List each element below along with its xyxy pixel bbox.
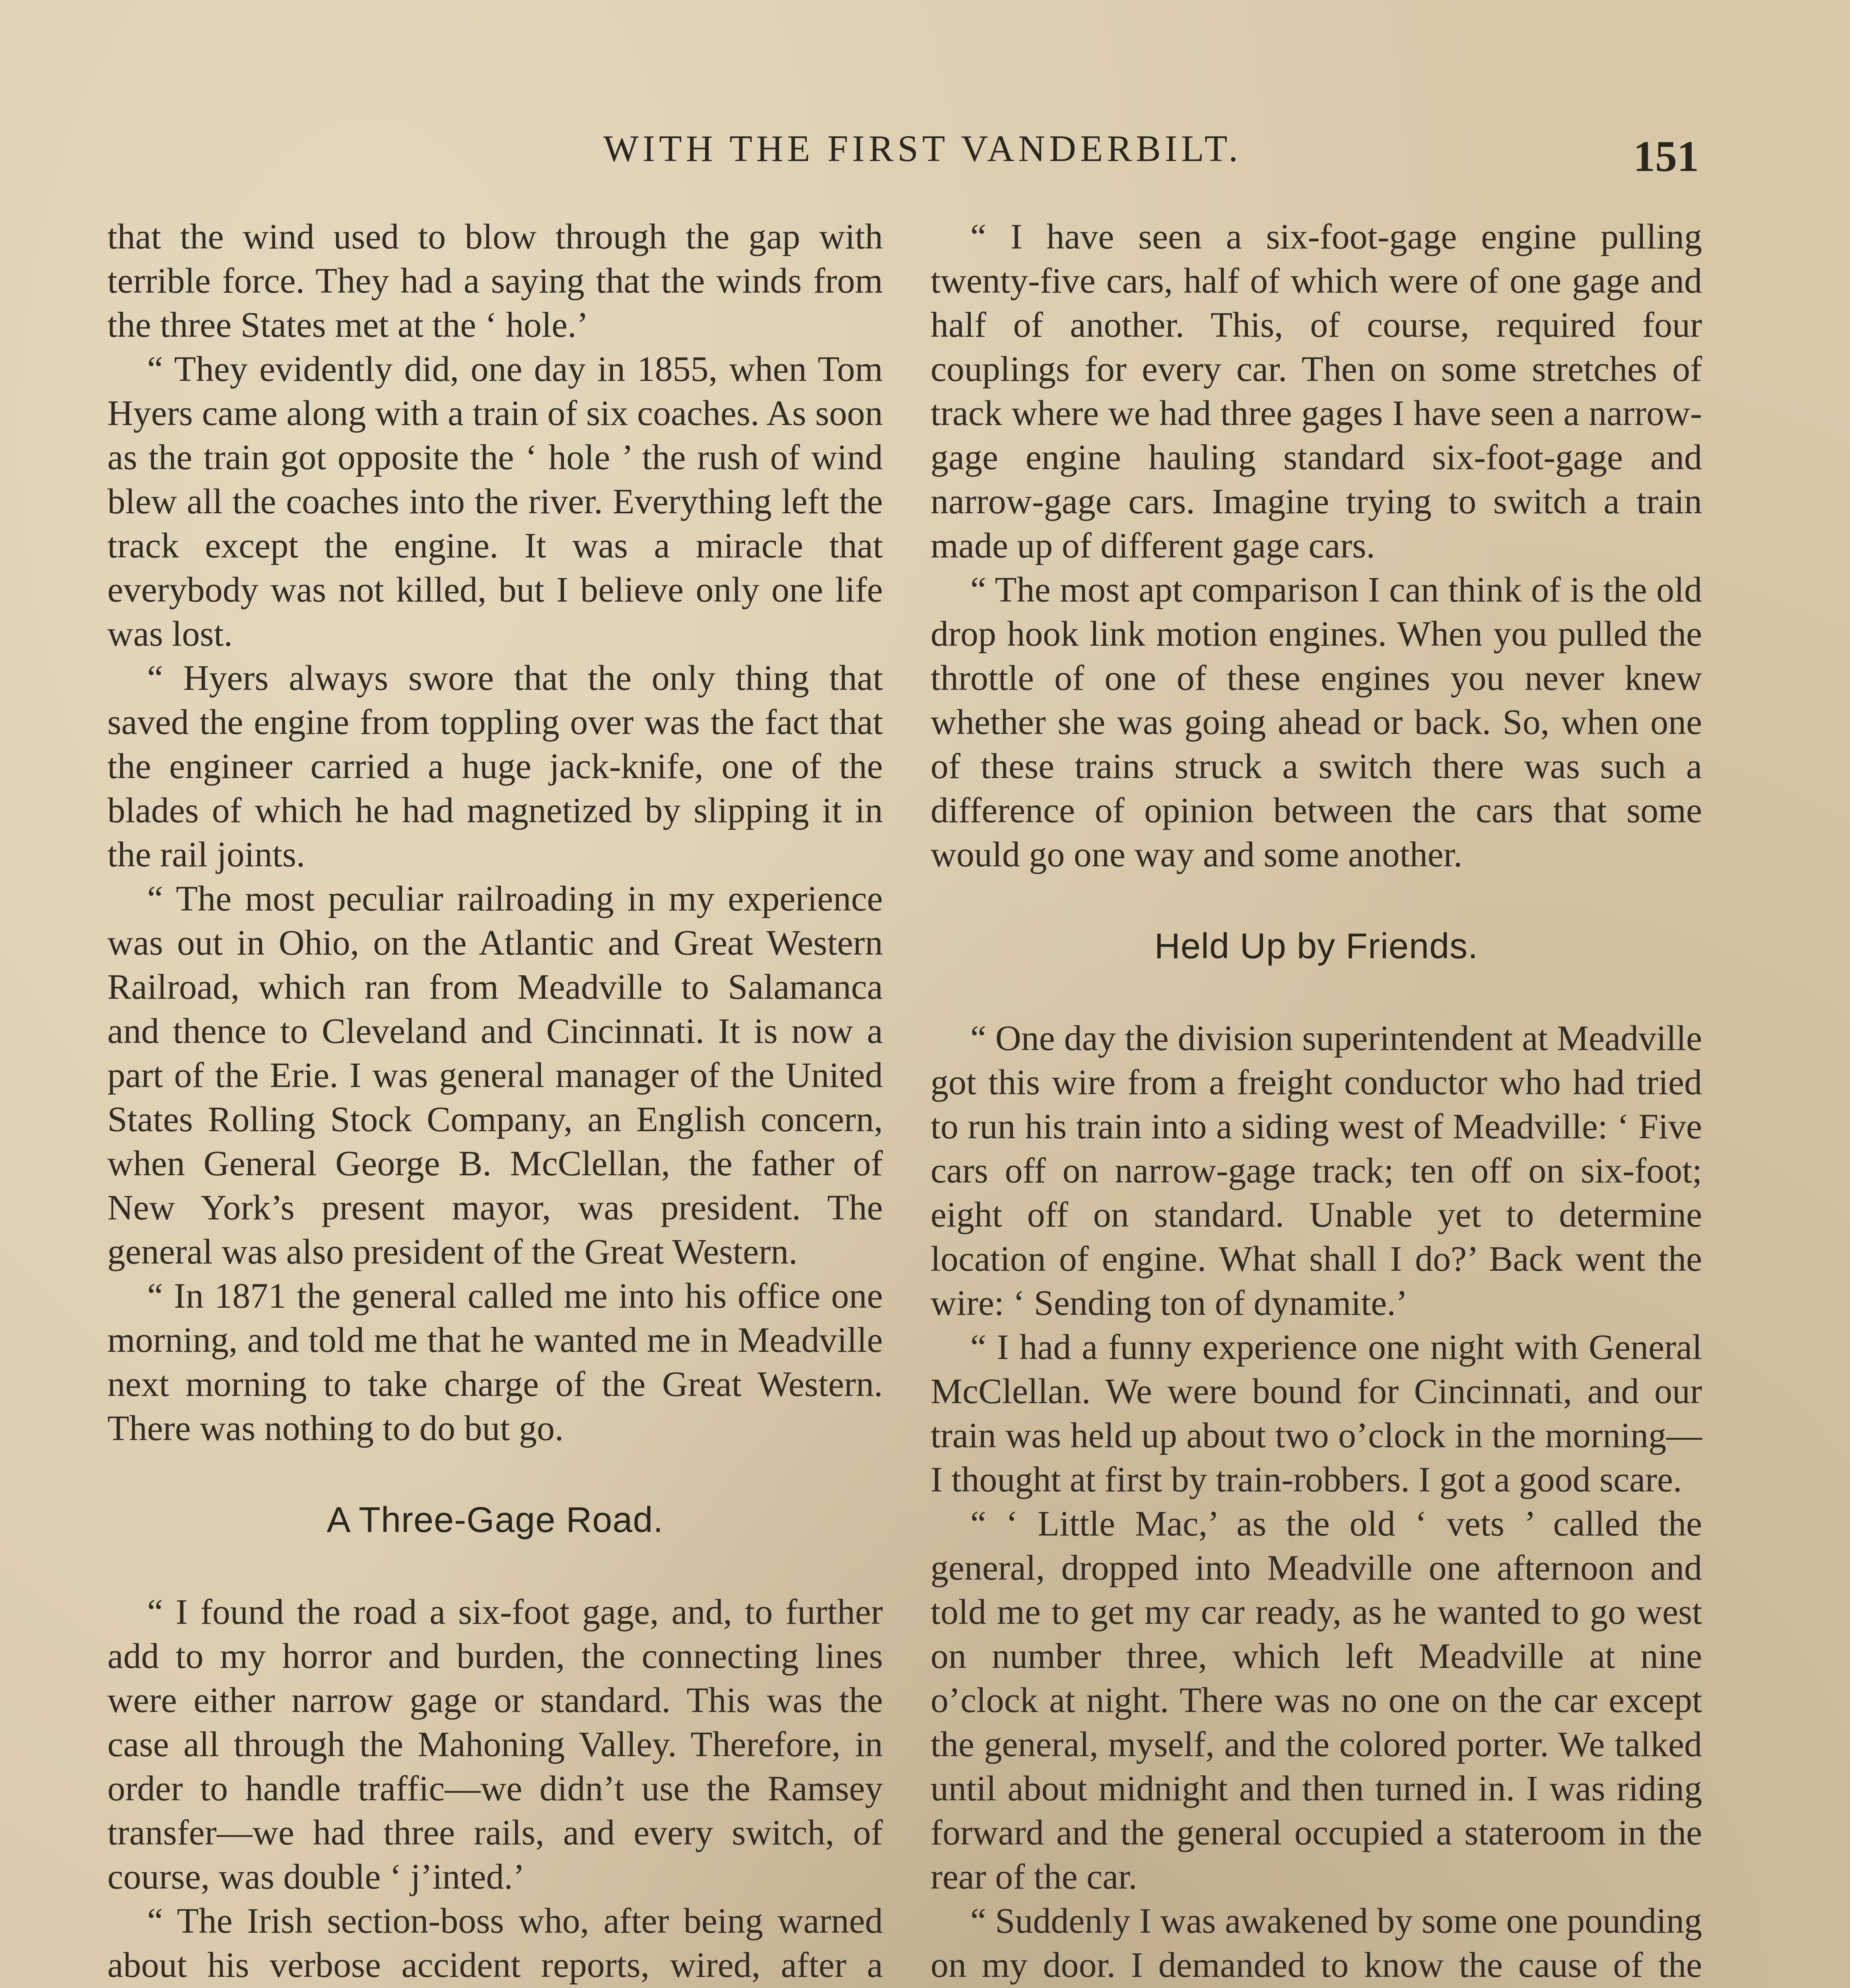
paragraph: “ The most apt comparison I can think of is the old drop hook link motion engines. When you pulled the throttle of one of these engines you never knew whether she was going ahead or back. So, when one of these trains struck a switch there was such a difference of opinion between the cars that some would go one way and some another. bbox=[931, 570, 1702, 874]
page-number: 151 bbox=[1633, 132, 1699, 181]
paragraph: “ I found the road a six-foot gage, and, to further add to my horror and burden, the connecting lines were either narrow gage or standard. This was the case all through the Mahoning Valley. Therefore, in order to handle traffic—we didn’t use the Ramsey transfer—we had three rails, and every switch, of course, was double ‘ j’inted.’ bbox=[107, 1592, 883, 1897]
paragraph: that the wind used to blow through the gap with terrible force. They had a saying that the winds from the three States met at the ‘ hole.’ bbox=[107, 217, 883, 345]
paragraph: “ Suddenly I was awakened by some one pounding on my door. I demanded to know the cause of the bbox=[931, 1901, 1702, 1985]
paragraph: “ I have seen a six-foot-gage engine pulling twenty-five cars, half of which were of one gage and half of another. This, of course, required four couplings for every car. Then on some stretches of track where we had three gages I have seen a narrow-gage engine hauling standard six-foot-gage and narrow-gage cars. Imagine trying to switch a train made up of different gage cars. bbox=[931, 217, 1702, 565]
paragraph: “ They evidently did, one day in 1855, when Tom Hyers came along with a train of six coaches. As soon as the train got opposite the ‘ hole ’ the rush of wind blew all the coaches into the river. Everything left the track except the engine. It was a miracle that everybody was not killed, but I believe only one life was lost. bbox=[107, 349, 883, 654]
left-column bbox=[107, 215, 883, 1988]
right-column bbox=[931, 215, 1702, 1988]
running-header: WITH THE FIRST VANDERBILT. bbox=[603, 128, 1242, 169]
section-heading: A Three-Gage Road. bbox=[326, 1500, 664, 1540]
paragraph: “ Hyers always swore that the only thing that saved the engine from toppling over was the fact that the engineer carried a huge jack-knife, one of the blades of which he had magnetized by slipping it in the rail joints. bbox=[107, 658, 883, 874]
paragraph: “ In 1871 the general called me into his office one morning, and told me that he wanted me in Meadville next morning to take charge of the Great Western. There was nothing to do but go. bbox=[107, 1276, 883, 1448]
section-heading: Held Up by Friends. bbox=[1154, 926, 1479, 966]
paragraph: “ ‘ Little Mac,’ as the old ‘ vets ’ called the general, dropped into Meadville one afternoon and told me to get my car ready, as he wanted to go west on number three, which left Meadville at nine o’clock at night. There was no one on the car except the general, myself, and the colored porter. We talked until about midnight and then turned in. I was riding forward and the general occupied a stateroom in the rear of the car. bbox=[931, 1504, 1702, 1897]
paragraph: “ I had a funny experience one night with General McClellan. We were bound for Cincinnati, and our train was held up about two o’clock in the morning—I thought at first by train-robbers. I got a good scare. bbox=[931, 1328, 1702, 1499]
paragraph: “ The most peculiar railroading in my experience was out in Ohio, on the Atlantic and Great Western Railroad, which ran from Meadville to Salamanca and thence to Cleveland and Cincinnati. It is now a part of the Erie. I was general manager of the United States Rolling Stock Company, an English concern, when General George B. McClellan, the father of New York’s present mayor, was president. The general was also president of the Great Western. bbox=[107, 879, 883, 1272]
paragraph: “ The Irish section-boss who, after being warned about his verbose accident reports, wired, after a bbox=[107, 1901, 883, 1985]
paragraph: “ One day the division superintendent at Meadville got this wire from a freight conductor who had tried to run his train into a siding west of Meadville: ‘ Five cars off on narrow-gage track; ten off on six-foot; eight off on standard. Unable yet to determine location of engine. What shall I do?’ Back went the wire: ‘ Sending ton of dynamite.’ bbox=[931, 1019, 1702, 1323]
